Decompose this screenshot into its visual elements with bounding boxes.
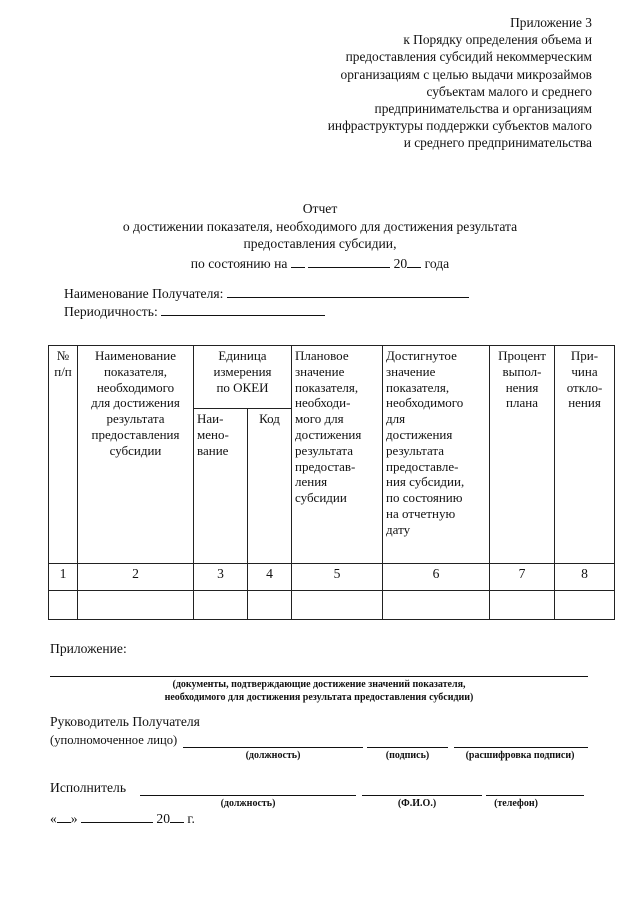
date-year-prefix: 20 (156, 811, 170, 826)
head-position-line[interactable] (183, 747, 363, 748)
open-quote: « (50, 811, 57, 826)
recipient-name-field (64, 283, 469, 302)
title-line: предоставления субсидии, (243, 236, 397, 251)
executor-position-line[interactable] (140, 795, 356, 796)
column-number: 7 (490, 564, 555, 591)
title-line: Отчет (302, 201, 338, 216)
executor-position-caption: (должность) (220, 798, 276, 809)
header-line: инфраструктуры поддержки субъектов малого (327, 118, 592, 134)
attachment-label: Приложение: (50, 641, 127, 656)
close-quote: » (70, 811, 78, 826)
table-cell[interactable] (248, 591, 292, 620)
report-table (48, 345, 615, 620)
table-cell[interactable] (78, 591, 194, 620)
header-line: организациям с целью выдачи микрозаймов (340, 66, 592, 82)
head-signature-line[interactable] (367, 747, 448, 748)
head-decoding-line[interactable] (454, 747, 588, 748)
executor-phone-caption: (телефон) (494, 798, 538, 809)
report-title (40, 200, 600, 272)
executor-name-caption: (Ф.И.О.) (397, 798, 437, 809)
header-col-planned-value: Плановое значение показателя, необходи- мого для достижения результата предостав- ления субсидии (292, 346, 383, 564)
date-prefix: по состоянию на (190, 255, 288, 271)
signature-caption: (подпись) (385, 750, 430, 761)
date-suffix: г. (187, 811, 195, 826)
column-number: 4 (248, 564, 292, 591)
table-cell[interactable] (490, 591, 555, 620)
column-number: 6 (383, 564, 490, 591)
column-number: 1 (49, 564, 78, 591)
title-line: о достижении показателя, необходимого для достижения результата (122, 218, 518, 234)
report-date-line (40, 253, 600, 273)
table-row (49, 591, 615, 620)
table-cell[interactable] (383, 591, 490, 620)
date-year-blank[interactable] (170, 808, 184, 823)
attachment-caption: (документы, подтверждающие достижение значений показателя, (172, 679, 466, 690)
periodicity-blank[interactable] (161, 301, 325, 316)
executor-phone-line[interactable] (486, 795, 584, 796)
column-number: 2 (78, 564, 194, 591)
header-line: к Порядку определения объема и (403, 32, 592, 48)
date-day-blank[interactable] (57, 808, 71, 823)
column-number: 8 (555, 564, 615, 591)
year-prefix: 20 (393, 255, 408, 271)
executor-name-line[interactable] (362, 795, 482, 796)
header-line: субъектам малого и среднего (426, 83, 592, 99)
header-line: Приложение 3 (510, 15, 592, 30)
recipient-label: Наименование Получателя: (64, 286, 224, 301)
table-cell[interactable] (49, 591, 78, 620)
column-number: 5 (292, 564, 383, 591)
recipient-name-blank[interactable] (227, 283, 469, 298)
periodicity-label: Периодичность: (64, 304, 158, 319)
header-col-unit-name: Наи- мено- вание (194, 409, 248, 564)
year-blank[interactable] (407, 253, 421, 268)
decoding-caption: (расшифровка подписи) (465, 750, 575, 761)
head-label: Руководитель Получателя (50, 714, 200, 729)
header-col-achieved-value: Достигнутое значение показателя, необходимого для достижения результата предоставле- ния субсидии, по состоянию на отчетную дату (383, 346, 490, 564)
attachment-line[interactable] (50, 676, 588, 677)
appendix-header (262, 14, 592, 152)
column-numbers-row (49, 564, 615, 591)
header-col-unit-code: Код (248, 409, 292, 564)
table-cell[interactable] (292, 591, 383, 620)
header-col-plan-percent: Процент выпол- нения плана (490, 346, 555, 564)
column-number: 3 (194, 564, 248, 591)
header-line: предпринимательства и организациям (374, 101, 592, 117)
date-month-blank[interactable] (81, 808, 153, 823)
attachment-caption: необходимого для достижения результата предоставления субсидии) (164, 692, 474, 703)
signing-date (50, 808, 195, 827)
header-line: и среднего предпринимательства (403, 135, 592, 151)
header-col-number: № п/п (49, 346, 78, 564)
date-suffix: года (424, 255, 450, 271)
table-cell[interactable] (555, 591, 615, 620)
authorized-person-label: (уполномоченное лицо) (50, 733, 178, 747)
header-col-indicator-name: Наименование показателя, необходимого для достижения результата предоставления субсидии (78, 346, 194, 564)
header-line: предоставления субсидий некоммерческим (345, 49, 592, 65)
periodicity-field (64, 301, 325, 320)
header-col-deviation-reason: При- чина откло- нения (555, 346, 615, 564)
executor-label: Исполнитель (50, 780, 127, 795)
header-unit-okei: Единица измерения по ОКЕИ (194, 346, 292, 409)
month-blank[interactable] (308, 253, 390, 268)
day-blank[interactable] (291, 253, 305, 268)
table-cell[interactable] (194, 591, 248, 620)
position-caption: (должность) (245, 750, 301, 761)
